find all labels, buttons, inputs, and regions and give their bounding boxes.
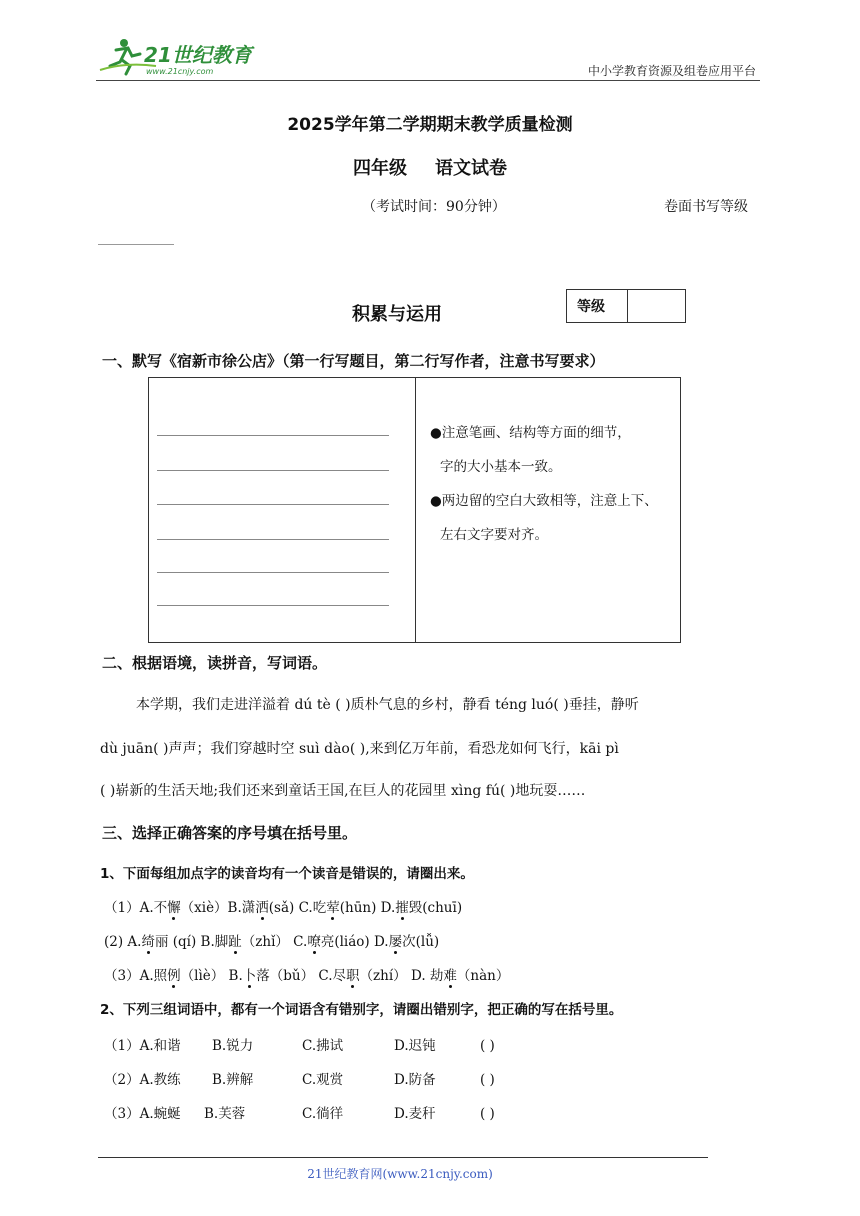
writing-area bbox=[149, 378, 416, 642]
option-text: 丽 (qí) B.脚 bbox=[154, 934, 229, 950]
footer-link[interactable]: 21世纪教育网(www.21cnjy.com) bbox=[307, 1167, 493, 1181]
option-text: (sǎ) C.吃 bbox=[268, 900, 327, 916]
option-text: （3）A.照 bbox=[104, 968, 168, 984]
q3-heading: 三、选择正确答案的序号填在括号里。 bbox=[102, 824, 358, 842]
typo-row bbox=[104, 1034, 495, 1054]
pinyin-passage-line: 本学期，我们走进洋溢着 dú tè ( )质朴气息的乡村，静看 téng luó( )垂挂，静听 bbox=[136, 697, 639, 713]
option-text: 毁(chuī) bbox=[408, 900, 463, 916]
exam-time: （考试时间：90分钟） bbox=[362, 199, 506, 215]
dotted-character: 趾 bbox=[228, 930, 242, 950]
option-text: ( ) bbox=[480, 1038, 495, 1054]
exam-subtitle bbox=[0, 154, 860, 180]
q3-sub2: 2、下列三组词语中，都有一个词语含有错别字，请圈出错别字，把正确的写在括号里。 bbox=[100, 1002, 623, 1018]
tip-line: ●两边留的空白大致相等，注意上下、 bbox=[430, 493, 658, 509]
pronunciation-row bbox=[104, 964, 509, 984]
dotted-character: 难 bbox=[443, 964, 457, 984]
typo-row bbox=[104, 1102, 495, 1122]
pinyin-passage-line: dù juān( )声声；我们穿越时空 suì dào( ),来到亿万年前，看恐龙如何飞行，kāi pì bbox=[100, 741, 619, 757]
header-divider bbox=[96, 80, 760, 81]
tip-line: 左右文字要对齐。 bbox=[440, 527, 548, 543]
exam-grade: 四年级 bbox=[353, 158, 407, 179]
grade-box bbox=[566, 289, 686, 323]
option-text: C.拂试 bbox=[302, 1038, 344, 1054]
option-text: ( ) bbox=[480, 1106, 495, 1122]
writing-grade-blank bbox=[98, 244, 174, 245]
option-text: （2）A.教练 bbox=[104, 1072, 181, 1088]
option-text: ( ) bbox=[480, 1072, 495, 1088]
option-text: （1）A.不 bbox=[104, 900, 168, 916]
logo-url: www.21cnjy.com bbox=[146, 67, 214, 76]
section-title: 积累与运用 bbox=[352, 304, 442, 325]
writing-line bbox=[157, 504, 389, 505]
logo-text: 21世纪教育 bbox=[144, 43, 252, 67]
option-text: （xiè）B.潇 bbox=[180, 900, 256, 916]
writing-line bbox=[157, 470, 389, 471]
q3-sub1: 1、下面每组加点字的读音均有一个读音是错误的，请圈出来。 bbox=[100, 866, 474, 882]
option-text: D.麦秆 bbox=[394, 1106, 436, 1122]
pinyin-passage-line: ( )崭新的生活天地;我们还来到童话王国,在巨人的花园里 xìng fú( )地玩耍…… bbox=[100, 783, 586, 799]
grade-label: 等级 bbox=[567, 290, 628, 322]
writing-grade-label: 卷面书写等级 bbox=[664, 199, 748, 215]
exam-subject: 语文试卷 bbox=[435, 158, 507, 179]
dictation-box bbox=[148, 377, 681, 643]
q2-heading: 二、根据语境，读拼音，写词语。 bbox=[102, 654, 328, 672]
writing-line bbox=[157, 539, 389, 540]
option-text: （1）A.和谐 bbox=[104, 1038, 181, 1054]
footer-divider bbox=[98, 1157, 708, 1158]
tip-line: 字的大小基本一致。 bbox=[440, 459, 562, 475]
site-logo bbox=[96, 36, 266, 80]
option-text: （zhí） D. 劫 bbox=[359, 968, 444, 984]
option-text: 落（bǔ） C.尽 bbox=[256, 968, 347, 984]
option-text: 亮(liáo) D. bbox=[320, 934, 389, 950]
option-text: C.观赏 bbox=[302, 1072, 344, 1088]
writing-line bbox=[157, 572, 389, 573]
option-text: B.辨解 bbox=[212, 1072, 254, 1088]
writing-line bbox=[157, 435, 389, 436]
option-text: (2) A. bbox=[104, 934, 142, 950]
option-text: （3）A.蜿蜒 bbox=[104, 1106, 181, 1122]
option-text: C.徜徉 bbox=[302, 1106, 344, 1122]
q1-heading: 一、默写《宿新市徐公店》（第一行写题目，第二行写作者，注意书写要求） bbox=[102, 352, 605, 370]
option-text: （lìè） B. bbox=[180, 968, 243, 984]
dotted-character: 职 bbox=[346, 964, 360, 984]
option-text: (hūn) D. bbox=[339, 900, 396, 916]
pronunciation-row bbox=[104, 896, 462, 916]
option-text: D.迟钝 bbox=[394, 1038, 436, 1054]
dotted-character: 卜 bbox=[243, 964, 257, 984]
dotted-character: 绮 bbox=[141, 930, 155, 950]
tip-line: ●注意笔画、结构等方面的细节， bbox=[430, 425, 631, 441]
writing-tips bbox=[416, 378, 680, 642]
option-text: B.锐力 bbox=[212, 1038, 254, 1054]
typo-row bbox=[104, 1068, 495, 1088]
dotted-character: 摧 bbox=[395, 896, 409, 916]
dotted-character: 洒 bbox=[255, 896, 269, 916]
platform-name: 中小学教育资源及组卷应用平台 bbox=[587, 64, 756, 78]
option-text: （zhǐ） C. bbox=[241, 934, 308, 950]
writing-line bbox=[157, 605, 389, 606]
dotted-character: 嘹 bbox=[307, 930, 321, 950]
exam-title: 2025学年第二学期期末教学质量检测 bbox=[287, 115, 573, 135]
pronunciation-row bbox=[104, 930, 439, 950]
dotted-character: 荤 bbox=[326, 896, 340, 916]
option-text: B.芙蓉 bbox=[204, 1106, 246, 1122]
dotted-character: 屡 bbox=[389, 930, 403, 950]
dotted-character: 例 bbox=[167, 964, 181, 984]
dotted-character: 懈 bbox=[167, 896, 181, 916]
option-text: （nàn） bbox=[456, 968, 510, 984]
option-text: 次(lǚ) bbox=[402, 934, 440, 950]
option-text: D.防备 bbox=[394, 1072, 436, 1088]
